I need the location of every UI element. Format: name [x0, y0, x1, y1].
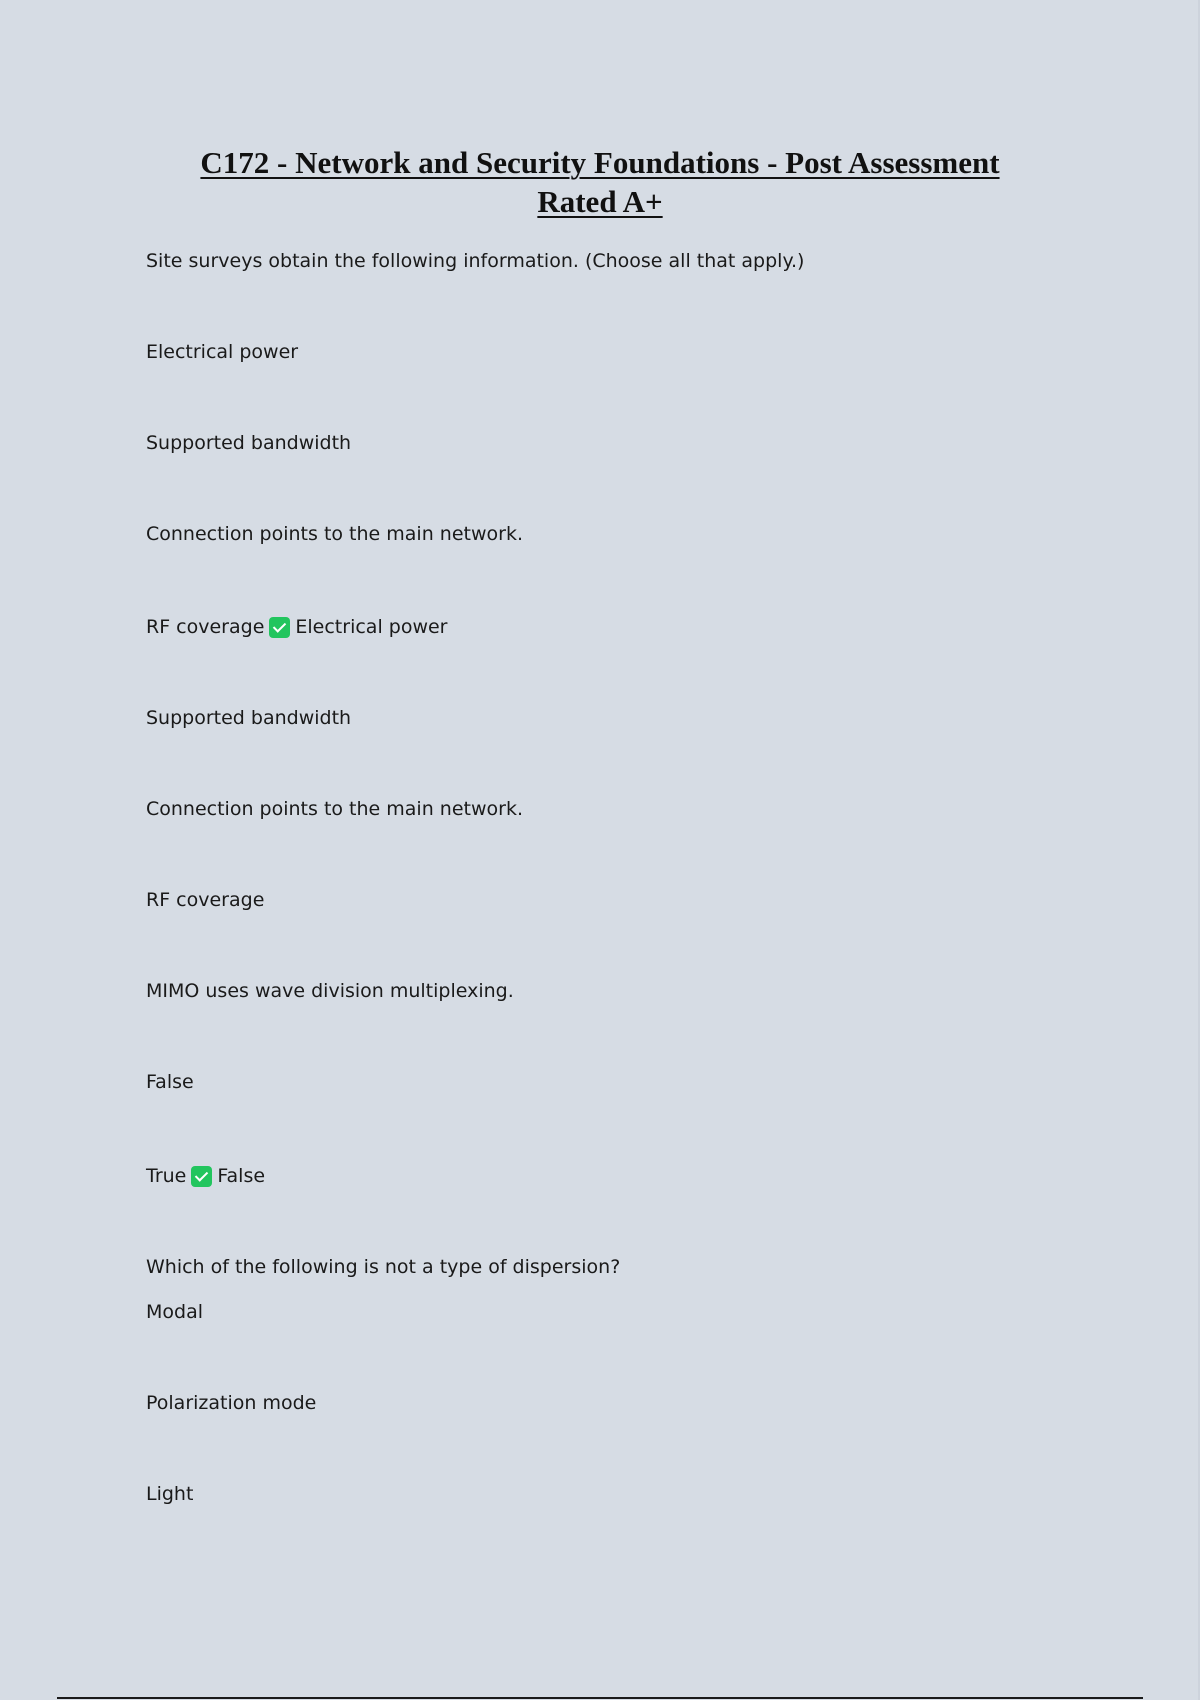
option-text: Modal: [146, 1301, 203, 1323]
option-line: [146, 888, 264, 912]
title-line-2: Rated A+: [537, 184, 663, 219]
option-text: Connection points to the main network.: [146, 798, 523, 820]
option-line: [146, 1070, 194, 1094]
option-line: [146, 340, 298, 364]
checkmark-icon: [191, 1166, 212, 1187]
option-text: True: [146, 1165, 187, 1187]
option-text: Supported bandwidth: [146, 707, 352, 729]
option-line: [146, 431, 351, 455]
document-title: [145, 143, 1055, 221]
option-line-with-answer: [146, 615, 447, 639]
option-text: RF coverage: [146, 616, 265, 638]
option-text: Polarization mode: [146, 1392, 317, 1414]
option-text: Connection points to the main network.: [146, 523, 523, 545]
option-line: [146, 706, 351, 730]
question-site-surveys: [146, 249, 804, 273]
footer-rule: [57, 1697, 1143, 1699]
option-line: [146, 522, 523, 546]
question-text: Site surveys obtain the following information. (Choose all that apply.): [146, 250, 805, 272]
option-text: Light: [146, 1483, 194, 1505]
option-text: RF coverage: [146, 889, 265, 911]
option-line: [146, 1391, 316, 1415]
question-mimo: [146, 979, 514, 1003]
answer-text: False: [217, 1165, 266, 1187]
option-line-with-answer: [146, 1164, 265, 1188]
option-text: Supported bandwidth: [146, 432, 352, 454]
question-text: Which of the following is not a type of dispersion?: [146, 1256, 621, 1278]
option-line: [146, 1482, 193, 1506]
question-text: MIMO uses wave division multiplexing.: [146, 980, 514, 1002]
option-line: [146, 1300, 203, 1324]
question-dispersion: [146, 1255, 620, 1279]
answer-text: Electrical power: [295, 616, 448, 638]
option-line: [146, 797, 523, 821]
title-line-1: C172 - Network and Security Foundations - Post Assessment: [200, 145, 1000, 180]
option-text: False: [146, 1071, 194, 1093]
checkmark-icon: [269, 617, 290, 638]
option-text: Electrical power: [146, 341, 299, 363]
